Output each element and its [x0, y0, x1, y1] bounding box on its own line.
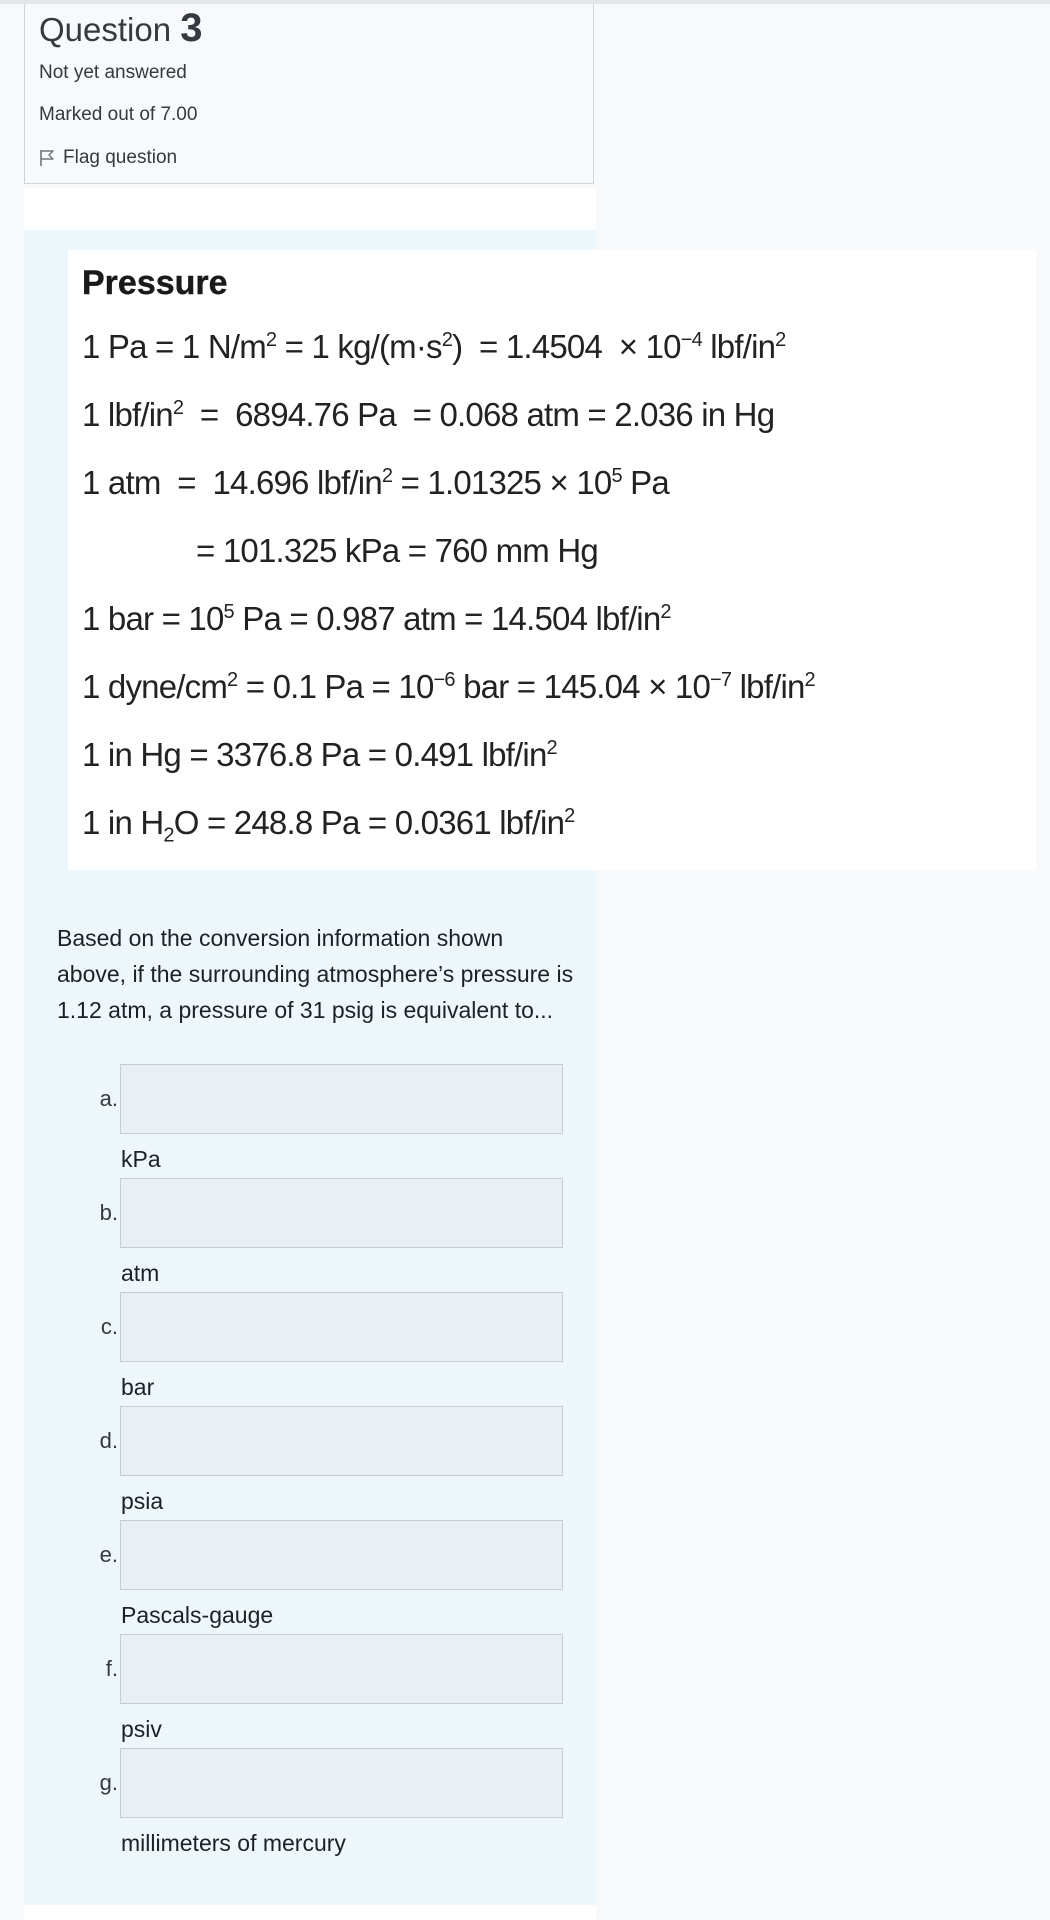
figure-line-inh2o: 1 in $H_2O = 248.8$ Pa = 0.0361 lbf/$in^2$	[82, 804, 575, 847]
figure-line-pa: 1 Pa = 1 $N/m^2 = 1$ $kg/(m\cdot s^2) = 1.4504 \times 10^{-4}$ lbf/$in^2$	[82, 328, 786, 365]
figure-line-bar: 1 bar = $10^5$ Pa = 0.987 atm = 14.504 lbf/$in^2$	[82, 600, 671, 637]
answer-letter: g.	[99, 1770, 118, 1795]
flag-question-label: Flag question	[63, 147, 178, 168]
figure-line-atm-cont: = 101.325 kPa = 760 mm Hg	[196, 532, 598, 569]
answer-input[interactable]	[120, 1520, 563, 1590]
question-info-panel	[24, 4, 594, 184]
answer-unit-label: kPa	[121, 1146, 161, 1172]
answer-unit-label: millimeters of mercury	[121, 1830, 346, 1856]
question-text: Based on the conversion information shown above, if the surrounding atmosphere’s pressure is 1.12 atm, a pressure of 31 psig is equivalent to...	[57, 925, 574, 1023]
flag-icon	[39, 149, 55, 167]
answer-letter: b.	[99, 1200, 118, 1225]
answer-unit-label: bar	[121, 1374, 155, 1400]
figure-line-inhg: 1 in Hg = 3376.8 Pa = 0.491 lbf/$in^2$	[82, 736, 557, 773]
answer-input[interactable]	[120, 1292, 563, 1362]
answer-letter: e.	[99, 1542, 118, 1567]
answer-input[interactable]	[120, 1406, 563, 1476]
panel-bottom-gap	[24, 1905, 596, 1920]
question-number: 3	[180, 6, 203, 50]
answer-input[interactable]	[120, 1064, 563, 1134]
answer-unit-label: Pascals-gauge	[121, 1602, 274, 1628]
answer-input[interactable]	[120, 1634, 563, 1704]
figure-title: Pressure	[82, 264, 228, 302]
answer-input[interactable]	[120, 1178, 563, 1248]
panel-gap	[24, 188, 596, 230]
answer-unit-label: psia	[121, 1488, 164, 1514]
question-title-word: Question	[39, 11, 172, 48]
question-heading	[39, 6, 203, 51]
answer-input[interactable]	[120, 1748, 563, 1818]
pressure-conversion-image	[68, 250, 1036, 870]
flag-question-link[interactable]	[39, 147, 177, 169]
figure-line-dyne: 1 dyne/$cm^2 = 0.1$ $Pa = 10^{-6}$ bar = $145.04 \times 10^{-7}$ lbf/$in^2$	[82, 668, 815, 705]
question-marks: Marked out of 7.00	[39, 104, 198, 125]
answer-letter: c.	[100, 1314, 118, 1339]
answer-unit-label: atm	[121, 1260, 160, 1286]
answer-letter: f.	[105, 1656, 118, 1681]
figure-line-lbf: 1 lbf/$in^2 = 6894.76$ Pa = 0.068 atm = 2.036 in Hg	[82, 396, 775, 433]
question-status: Not yet answered	[39, 62, 187, 83]
answer-letter: d.	[99, 1428, 118, 1453]
answer-unit-label: psiv	[121, 1716, 162, 1742]
answer-letter: a.	[99, 1086, 118, 1111]
figure-line-atm: 1 atm = 14.696 lbf/$in^2 = 1.01325 \times 10^5$ Pa	[82, 464, 669, 501]
